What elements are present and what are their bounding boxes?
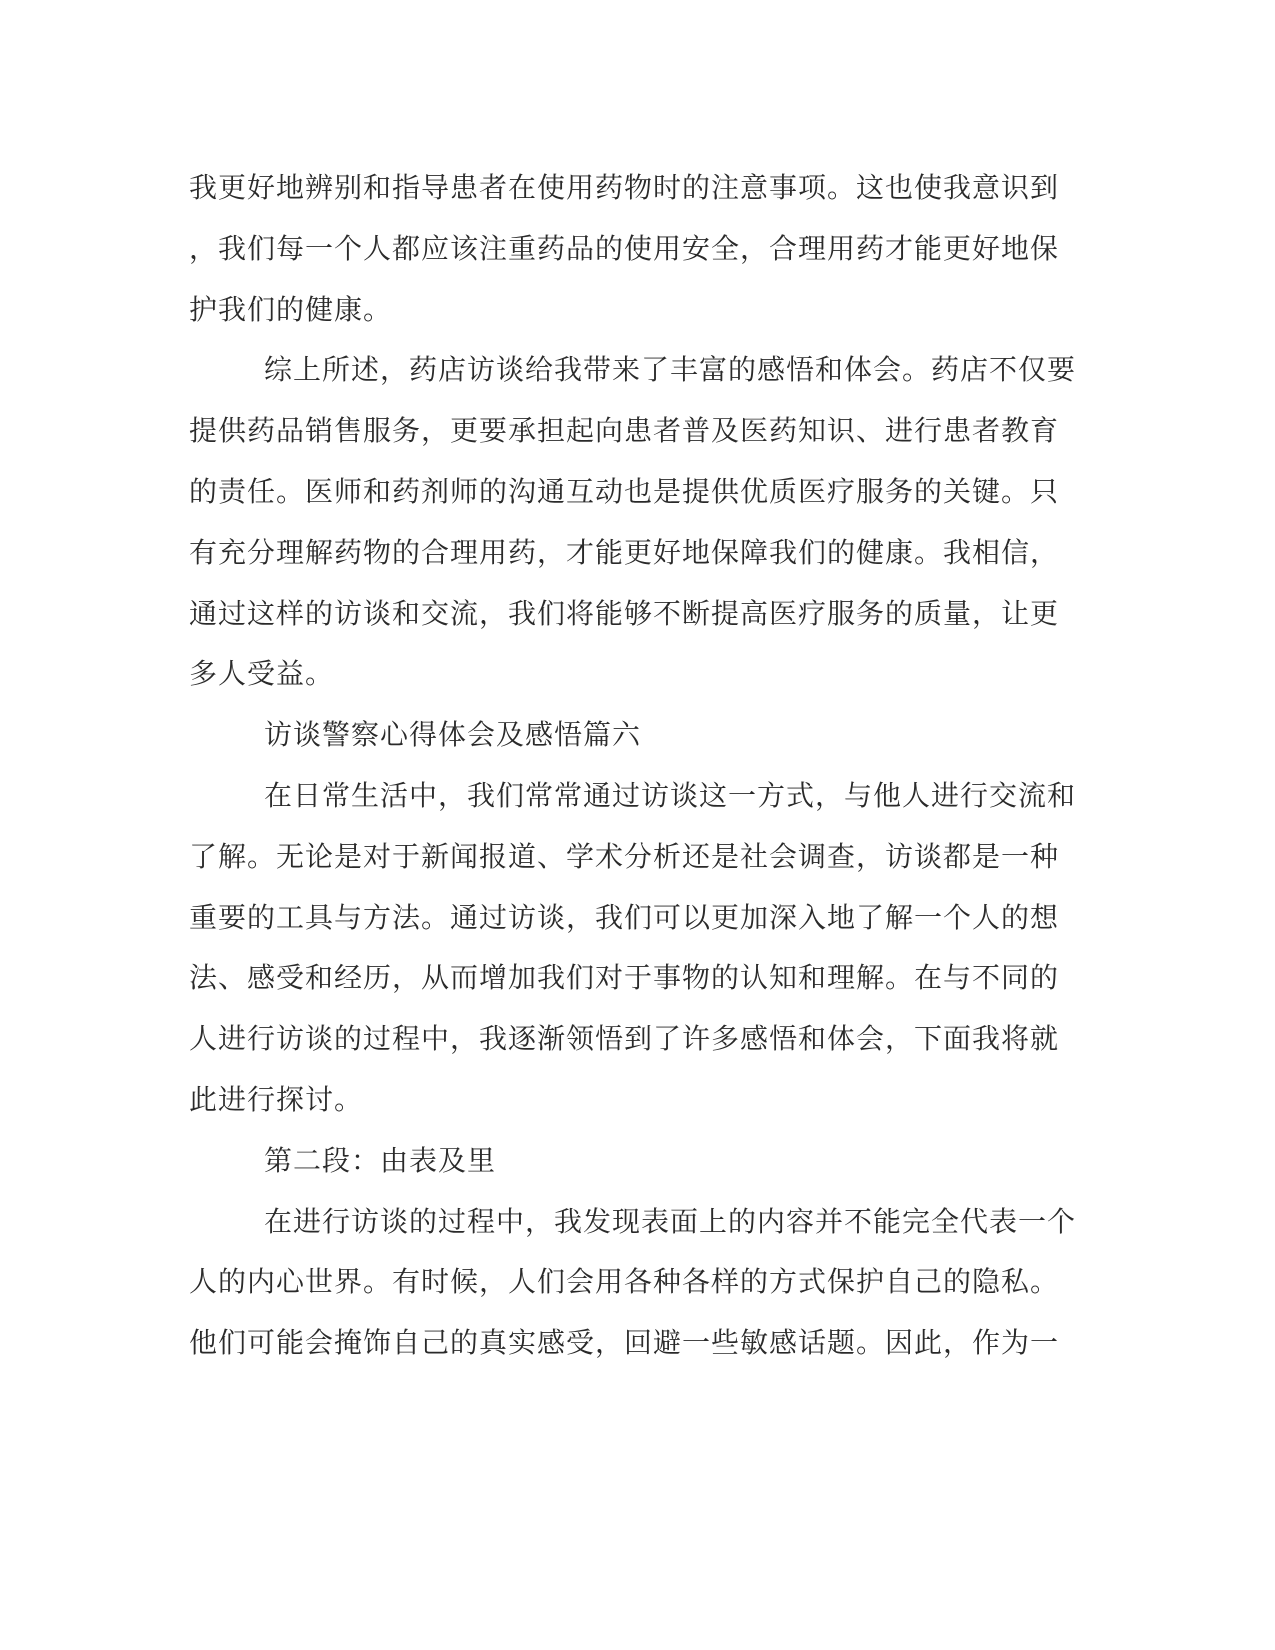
text-line: 在日常生活中，我们常常通过访谈这一方式，与他人进行交流和 (264, 778, 1077, 812)
heading-line: 访谈警察心得体会及感悟篇六 (264, 718, 642, 752)
text-line: 多人受益。 (189, 657, 335, 691)
section-heading (189, 705, 1069, 766)
text-line: 在进行访谈的过程中，我发现表面上的内容并不能完全代表一个 (264, 1204, 1077, 1238)
paragraph-surface-to-depth (189, 1192, 1077, 1374)
text-line: 重要的工具与方法。通过访谈，我们可以更加深入地了解一个人的想 (189, 900, 1060, 934)
text-line: 人的内心世界。有时候，人们会用各种各样的方式保护自己的隐私。 (189, 1265, 1060, 1299)
text-line: 此进行探讨。 (189, 1082, 364, 1116)
text-line: 提供药品销售服务，更要承担起向患者普及医药知识、进行患者教育 (189, 414, 1060, 448)
text-line: 了解。无论是对于新闻报道、学术分析还是社会调查，访谈都是一种 (189, 839, 1060, 873)
text-line: 综上所述，药店访谈给我带来了丰富的感悟和体会。药店不仅要 (264, 353, 1077, 387)
text-line: 护我们的健康。 (189, 292, 393, 326)
text-line: 人进行访谈的过程中，我逐渐领悟到了许多感悟和体会，下面我将就 (189, 1022, 1060, 1056)
paragraph-medication-safety (189, 158, 1069, 340)
text-line: 他们可能会掩饰自己的真实感受，回避一些敏感话题。因此，作为一 (189, 1326, 1060, 1360)
paragraph-introduction (189, 766, 1077, 1131)
text-line: ，我们每一个人都应该注重药品的使用安全，合理用药才能更好地保 (189, 231, 1060, 265)
text-line: 法、感受和经历，从而增加我们对于事物的认知和理解。在与不同的 (189, 961, 1060, 995)
subsection-heading (189, 1131, 1069, 1192)
text-line: 我更好地辨别和指导患者在使用药物时的注意事项。这也使我意识到 (189, 171, 1060, 204)
heading-line: 第二段：由表及里 (264, 1143, 497, 1177)
text-line: 的责任。医师和药剂师的沟通互动也是提供优质医疗服务的关键。只 (189, 474, 1060, 508)
text-line: 通过这样的访谈和交流，我们将能够不断提高医疗服务的质量，让更 (189, 596, 1060, 630)
document-body (189, 158, 1077, 1374)
paragraph-summary (189, 340, 1077, 705)
text-line: 有充分理解药物的合理用药，才能更好地保障我们的健康。我相信， (189, 535, 1060, 569)
